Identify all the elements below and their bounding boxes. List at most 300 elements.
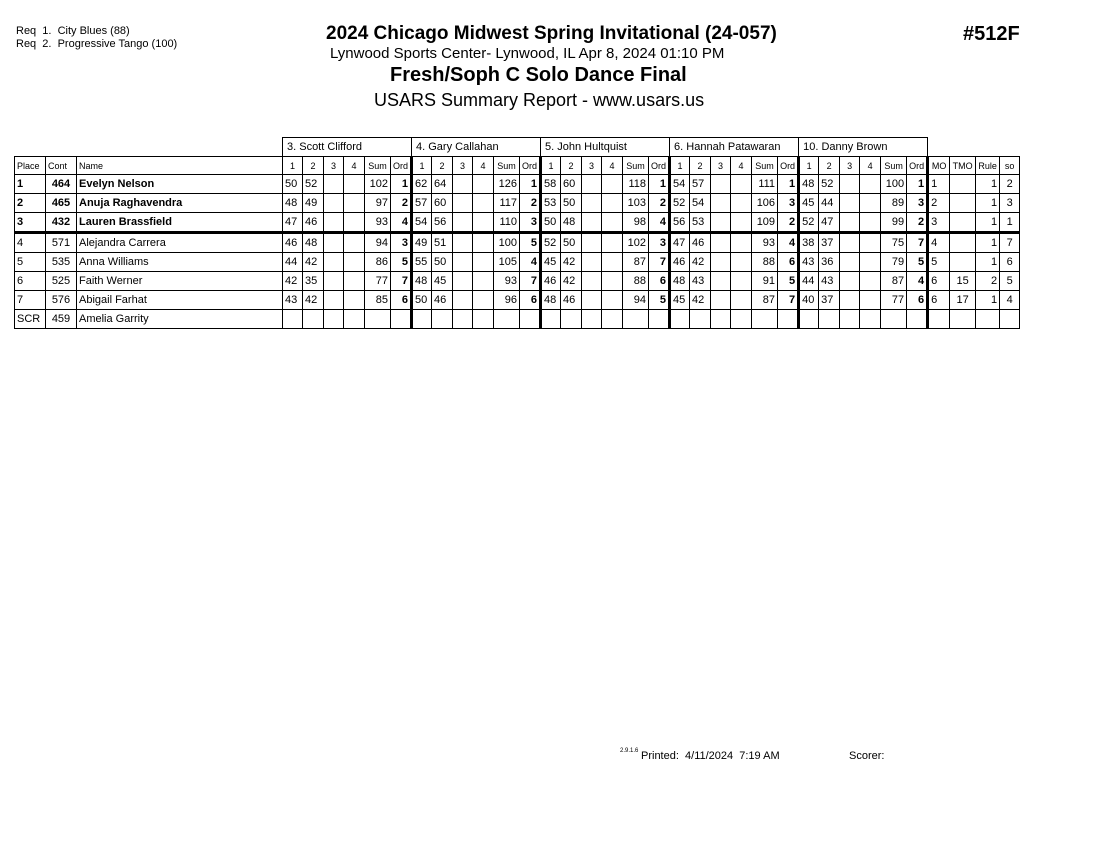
score-cell: 52: [303, 175, 324, 194]
ordinal-cell: 4: [520, 253, 541, 272]
sum-cell: 93: [752, 233, 778, 253]
score-cell: 47: [819, 213, 840, 233]
score-cell: [711, 213, 731, 233]
score-cell: 44: [283, 253, 303, 272]
sum-cell: 94: [365, 233, 391, 253]
venue-date: Lynwood Sports Center- Lynwood, IL Apr 8, 2024 01:10 PM: [330, 45, 725, 62]
competition-title: 2024 Chicago Midwest Spring Invitational (24-057): [326, 23, 777, 44]
mo-cell: 2: [928, 194, 950, 213]
sum-cell: 96: [494, 291, 520, 310]
col-score-header: 1: [670, 157, 690, 175]
ordinal-cell: 5: [520, 233, 541, 253]
so-cell: 6: [1000, 253, 1020, 272]
ordinal-cell: [520, 310, 541, 329]
score-cell: [344, 272, 365, 291]
score-cell: 43: [690, 272, 711, 291]
place-cell: 5: [15, 253, 46, 272]
score-cell: 46: [670, 253, 690, 272]
col-ord-header: Ord: [907, 157, 928, 175]
score-cell: 52: [541, 233, 561, 253]
ordinal-cell: 5: [649, 291, 670, 310]
place-cell: 2: [15, 194, 46, 213]
tmo-cell: [950, 194, 976, 213]
sum-cell: 88: [623, 272, 649, 291]
score-cell: 56: [432, 213, 453, 233]
score-cell: 48: [283, 194, 303, 213]
contestant-number: 535: [46, 253, 77, 272]
sum-cell: 77: [365, 272, 391, 291]
score-cell: [473, 253, 494, 272]
col-score-header: 2: [819, 157, 840, 175]
mo-cell: 6: [928, 291, 950, 310]
score-cell: [453, 310, 473, 329]
sum-cell: 93: [365, 213, 391, 233]
sum-cell: 87: [881, 272, 907, 291]
score-cell: 45: [432, 272, 453, 291]
score-cell: 48: [303, 233, 324, 253]
table-row: [15, 194, 1020, 213]
sum-cell: 85: [365, 291, 391, 310]
score-cell: [473, 175, 494, 194]
col-score-header: 2: [561, 157, 582, 175]
judge-name: 4. Gary Callahan: [412, 138, 541, 157]
score-cell: [860, 233, 881, 253]
tmo-cell: [950, 213, 976, 233]
col-score-header: 2: [690, 157, 711, 175]
ordinal-cell: 6: [649, 272, 670, 291]
score-cell: [453, 175, 473, 194]
score-cell: 52: [799, 213, 819, 233]
ordinal-cell: 2: [649, 194, 670, 213]
col-sum-header: Sum: [752, 157, 778, 175]
score-cell: 54: [412, 213, 432, 233]
place-cell: 6: [15, 272, 46, 291]
scorer-label: Scorer:: [849, 750, 885, 762]
score-cell: [473, 233, 494, 253]
score-cell: [582, 291, 602, 310]
score-cell: 50: [432, 253, 453, 272]
requirement-1: Req 1. City Blues (88): [16, 25, 130, 37]
mo-cell: 4: [928, 233, 950, 253]
score-cell: 49: [412, 233, 432, 253]
score-cell: [799, 310, 819, 329]
ordinal-cell: 7: [391, 272, 412, 291]
sum-cell: 126: [494, 175, 520, 194]
rule-cell: 1: [976, 253, 1000, 272]
score-cell: [582, 175, 602, 194]
col-ord-header: Ord: [778, 157, 799, 175]
table-row: [15, 310, 1020, 329]
rule-cell: 1: [976, 175, 1000, 194]
col-score-header: 1: [412, 157, 432, 175]
score-cell: [840, 253, 860, 272]
score-cell: [344, 194, 365, 213]
score-cell: 42: [690, 253, 711, 272]
mo-cell: 3: [928, 213, 950, 233]
col-score-header: 4: [344, 157, 365, 175]
ordinal-cell: 4: [391, 213, 412, 233]
score-cell: [731, 253, 752, 272]
contestant-number: 459: [46, 310, 77, 329]
score-cell: [860, 175, 881, 194]
score-cell: 48: [541, 291, 561, 310]
score-cell: [324, 175, 344, 194]
sum-cell: 97: [365, 194, 391, 213]
score-cell: 55: [412, 253, 432, 272]
score-cell: [711, 291, 731, 310]
score-cell: [344, 233, 365, 253]
judge-header-row: [15, 138, 1020, 157]
sum-cell: [752, 310, 778, 329]
score-cell: [711, 253, 731, 272]
score-cell: [473, 272, 494, 291]
rule-cell: 1: [976, 233, 1000, 253]
report-name: USARS Summary Report - www.usars.us: [374, 90, 705, 110]
printed-timestamp: Printed: 4/11/2024 7:19 AM: [641, 750, 780, 762]
score-cell: 46: [303, 213, 324, 233]
score-cell: [602, 253, 623, 272]
score-cell: [324, 272, 344, 291]
score-cell: [840, 175, 860, 194]
skater-name: Lauren Brassfield: [77, 213, 283, 233]
col-sum-header: Sum: [623, 157, 649, 175]
event-number: #512F: [963, 23, 1020, 45]
contestant-number: 464: [46, 175, 77, 194]
score-cell: 58: [541, 175, 561, 194]
rule-cell: 1: [976, 194, 1000, 213]
sum-cell: 87: [752, 291, 778, 310]
sum-cell: 102: [365, 175, 391, 194]
score-cell: [731, 272, 752, 291]
contestant-number: 432: [46, 213, 77, 233]
table-row: [15, 213, 1020, 233]
score-cell: [582, 233, 602, 253]
col-score-header: 4: [602, 157, 623, 175]
score-cell: [711, 233, 731, 253]
score-cell: [344, 291, 365, 310]
score-cell: 45: [670, 291, 690, 310]
score-cell: [731, 310, 752, 329]
score-cell: 42: [690, 291, 711, 310]
score-cell: [711, 310, 731, 329]
so-cell: 2: [1000, 175, 1020, 194]
tmo-cell: 15: [950, 272, 976, 291]
place-cell: 3: [15, 213, 46, 233]
ordinal-cell: 7: [520, 272, 541, 291]
score-cell: [711, 175, 731, 194]
results-table: [14, 137, 1020, 329]
ordinal-cell: 5: [778, 272, 799, 291]
col-score-header: 1: [799, 157, 819, 175]
col-tmo-header: TMO: [950, 157, 976, 175]
sum-cell: 91: [752, 272, 778, 291]
score-cell: [324, 253, 344, 272]
score-cell: [602, 194, 623, 213]
score-cell: 60: [561, 175, 582, 194]
col-score-header: 4: [473, 157, 494, 175]
score-cell: [412, 310, 432, 329]
ordinal-cell: [649, 310, 670, 329]
table-row: [15, 233, 1020, 253]
score-cell: 48: [799, 175, 819, 194]
table-row: [15, 272, 1020, 291]
score-cell: [582, 253, 602, 272]
score-cell: 47: [670, 233, 690, 253]
score-cell: 36: [819, 253, 840, 272]
skater-name: Faith Werner: [77, 272, 283, 291]
event-name: Fresh/Soph C Solo Dance Final: [390, 64, 687, 86]
col-rule-header: Rule: [976, 157, 1000, 175]
ordinal-cell: 1: [649, 175, 670, 194]
judge-header-spacer: [15, 138, 283, 157]
ordinal-cell: 2: [778, 213, 799, 233]
score-cell: 46: [541, 272, 561, 291]
score-cell: 60: [432, 194, 453, 213]
ordinal-cell: 7: [778, 291, 799, 310]
col-score-header: 1: [283, 157, 303, 175]
score-cell: 42: [561, 253, 582, 272]
score-cell: 62: [412, 175, 432, 194]
contestant-number: 465: [46, 194, 77, 213]
score-cell: 64: [432, 175, 453, 194]
sum-cell: 105: [494, 253, 520, 272]
judge-name: 5. John Hultquist: [541, 138, 670, 157]
ordinal-cell: 7: [907, 233, 928, 253]
score-cell: 42: [303, 253, 324, 272]
score-cell: [453, 291, 473, 310]
score-cell: [324, 194, 344, 213]
score-cell: [283, 310, 303, 329]
score-cell: [602, 291, 623, 310]
table-row: [15, 253, 1020, 272]
score-cell: 46: [283, 233, 303, 253]
score-cell: [473, 310, 494, 329]
sum-cell: [494, 310, 520, 329]
sum-cell: 89: [881, 194, 907, 213]
score-cell: [473, 291, 494, 310]
score-cell: [582, 310, 602, 329]
score-cell: [840, 272, 860, 291]
score-cell: 43: [799, 253, 819, 272]
col-sum-header: Sum: [881, 157, 907, 175]
score-cell: 42: [561, 272, 582, 291]
software-version: 2.9.1.6: [620, 748, 639, 754]
sum-cell: 87: [623, 253, 649, 272]
place-cell: 1: [15, 175, 46, 194]
tmo-cell: [950, 175, 976, 194]
score-cell: [711, 194, 731, 213]
score-cell: [324, 291, 344, 310]
score-cell: [324, 310, 344, 329]
score-cell: [860, 253, 881, 272]
score-cell: [303, 310, 324, 329]
score-cell: [731, 194, 752, 213]
score-cell: [453, 233, 473, 253]
col-score-header: 3: [711, 157, 731, 175]
score-cell: 57: [690, 175, 711, 194]
sum-cell: 77: [881, 291, 907, 310]
ordinal-cell: [778, 310, 799, 329]
score-cell: [602, 175, 623, 194]
sum-cell: 99: [881, 213, 907, 233]
score-cell: [453, 194, 473, 213]
score-cell: 48: [670, 272, 690, 291]
col-score-header: 2: [303, 157, 324, 175]
score-cell: [840, 233, 860, 253]
ordinal-cell: 2: [391, 194, 412, 213]
sum-cell: [623, 310, 649, 329]
col-score-header: 3: [453, 157, 473, 175]
ordinal-cell: 1: [907, 175, 928, 194]
score-cell: [860, 291, 881, 310]
score-cell: 44: [819, 194, 840, 213]
ordinal-cell: 3: [520, 213, 541, 233]
score-cell: [432, 310, 453, 329]
score-cell: 45: [799, 194, 819, 213]
col-ord-header: Ord: [520, 157, 541, 175]
score-cell: [602, 272, 623, 291]
contestant-number: 571: [46, 233, 77, 253]
ordinal-cell: 6: [391, 291, 412, 310]
score-cell: [840, 213, 860, 233]
rule-cell: 1: [976, 291, 1000, 310]
judge-name: 3. Scott Clifford: [283, 138, 412, 157]
score-cell: 54: [670, 175, 690, 194]
score-cell: 50: [283, 175, 303, 194]
so-cell: 5: [1000, 272, 1020, 291]
score-cell: [840, 310, 860, 329]
col-ord-header: Ord: [391, 157, 412, 175]
score-cell: 52: [819, 175, 840, 194]
score-cell: [860, 272, 881, 291]
table-row: [15, 291, 1020, 310]
score-cell: [860, 194, 881, 213]
score-cell: 46: [690, 233, 711, 253]
mo-cell: [928, 310, 950, 329]
skater-name: Anna Williams: [77, 253, 283, 272]
score-cell: 56: [670, 213, 690, 233]
col-sum-header: Sum: [494, 157, 520, 175]
place-cell: 4: [15, 233, 46, 253]
score-cell: 51: [432, 233, 453, 253]
ordinal-cell: 3: [649, 233, 670, 253]
sum-cell: 79: [881, 253, 907, 272]
requirement-2: Req 2. Progressive Tango (100): [16, 38, 178, 50]
so-cell: [1000, 310, 1020, 329]
so-cell: 7: [1000, 233, 1020, 253]
skater-name: Anuja Raghavendra: [77, 194, 283, 213]
score-cell: [582, 194, 602, 213]
skater-name: Evelyn Nelson: [77, 175, 283, 194]
sum-cell: 111: [752, 175, 778, 194]
sum-cell: 102: [623, 233, 649, 253]
score-cell: [473, 213, 494, 233]
col-sum-header: Sum: [365, 157, 391, 175]
score-cell: [731, 213, 752, 233]
ordinal-cell: 5: [907, 253, 928, 272]
score-cell: 53: [690, 213, 711, 233]
sum-cell: 117: [494, 194, 520, 213]
col-place-header: Place: [15, 157, 46, 175]
col-score-header: 4: [860, 157, 881, 175]
score-cell: 50: [561, 194, 582, 213]
score-cell: [324, 213, 344, 233]
skater-name: Alejandra Carrera: [77, 233, 283, 253]
score-cell: [453, 213, 473, 233]
sum-cell: 103: [623, 194, 649, 213]
score-cell: [324, 233, 344, 253]
col-score-header: 3: [324, 157, 344, 175]
tmo-cell: [950, 253, 976, 272]
score-cell: 38: [799, 233, 819, 253]
score-cell: 47: [283, 213, 303, 233]
sum-cell: 106: [752, 194, 778, 213]
ordinal-cell: 4: [649, 213, 670, 233]
score-cell: 50: [541, 213, 561, 233]
score-cell: 54: [690, 194, 711, 213]
place-cell: SCR: [15, 310, 46, 329]
ordinal-cell: 4: [778, 233, 799, 253]
ordinal-cell: 6: [907, 291, 928, 310]
score-cell: [453, 272, 473, 291]
score-cell: [344, 175, 365, 194]
score-cell: 37: [819, 233, 840, 253]
ordinal-cell: [907, 310, 928, 329]
so-cell: 1: [1000, 213, 1020, 233]
col-so-header: so: [1000, 157, 1020, 175]
score-cell: [582, 272, 602, 291]
mo-cell: 6: [928, 272, 950, 291]
sum-cell: [881, 310, 907, 329]
mo-cell: 1: [928, 175, 950, 194]
ordinal-cell: 3: [778, 194, 799, 213]
ordinal-cell: 7: [649, 253, 670, 272]
score-cell: [541, 310, 561, 329]
table-row: [15, 175, 1020, 194]
judge-name: 10. Danny Brown: [799, 138, 928, 157]
column-header-row: [15, 157, 1020, 175]
score-cell: [344, 253, 365, 272]
rule-cell: 1: [976, 213, 1000, 233]
score-cell: 44: [799, 272, 819, 291]
so-cell: 3: [1000, 194, 1020, 213]
score-cell: 43: [283, 291, 303, 310]
score-cell: 52: [670, 194, 690, 213]
ordinal-cell: 1: [391, 175, 412, 194]
tmo-cell: [950, 310, 976, 329]
score-cell: 48: [561, 213, 582, 233]
skater-name: Amelia Garrity: [77, 310, 283, 329]
score-cell: 57: [412, 194, 432, 213]
score-cell: 42: [283, 272, 303, 291]
sum-cell: 100: [881, 175, 907, 194]
score-cell: 50: [412, 291, 432, 310]
mo-cell: 5: [928, 253, 950, 272]
score-cell: [602, 310, 623, 329]
score-cell: [690, 310, 711, 329]
score-cell: [731, 233, 752, 253]
sum-cell: 93: [494, 272, 520, 291]
score-cell: [711, 272, 731, 291]
score-cell: [860, 310, 881, 329]
sum-cell: 88: [752, 253, 778, 272]
col-mo-header: MO: [928, 157, 950, 175]
score-cell: [840, 291, 860, 310]
ordinal-cell: 3: [391, 233, 412, 253]
contestant-number: 525: [46, 272, 77, 291]
place-cell: 7: [15, 291, 46, 310]
col-score-header: 3: [582, 157, 602, 175]
